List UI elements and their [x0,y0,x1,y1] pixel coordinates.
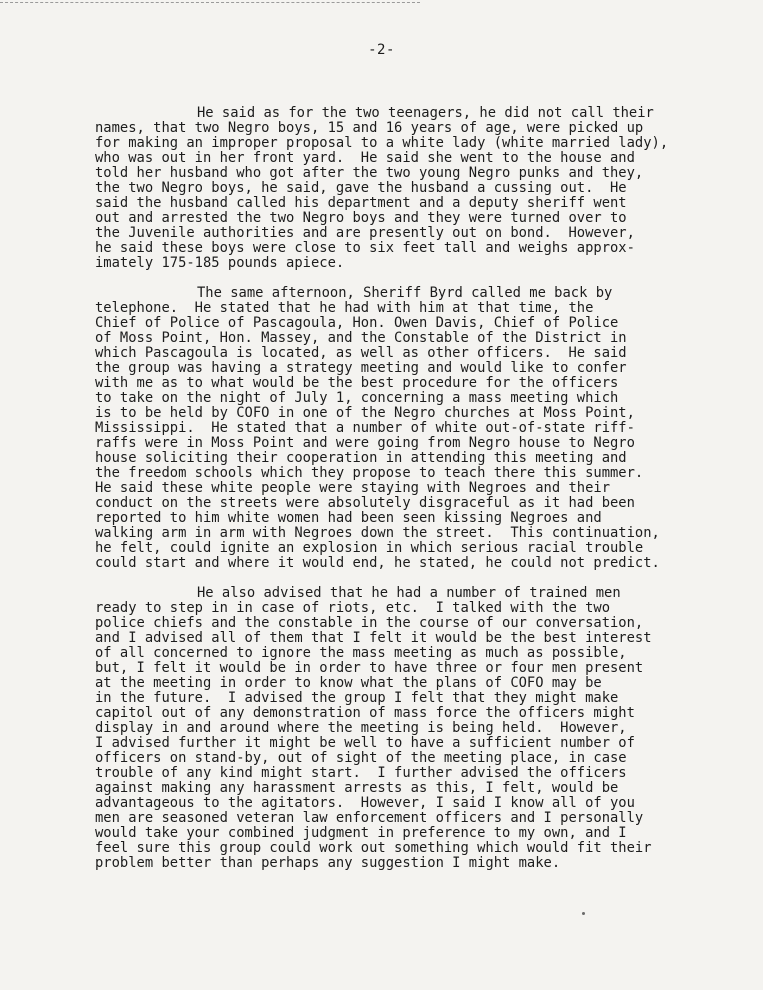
text-line: out and arrested the two Negro boys and they were turned over to [95,210,627,226]
text-line: ready to step in in case of riots, etc. I talked with the two [95,600,610,616]
text-line: He said these white people were staying with Negroes and their [95,480,610,496]
text-line: trouble of any kind might start. I further advised the officers [95,765,627,781]
text-line: at the meeting in order to know what the plans of COFO may be [95,675,602,691]
text-line: would take your combined judgment in preference to my own, and I [95,825,627,841]
text-line: The same afternoon, Sheriff Byrd called me back by [197,285,613,301]
text-line: house soliciting their cooperation in attending this meeting and [95,450,627,466]
text-line: I advised further it might be well to have a sufficient number of [95,735,635,751]
text-line: advantageous to the agitators. However, I said I know all of you [95,795,635,811]
text-line: police chiefs and the constable in the course of our conversation, [95,615,644,631]
text-line: conduct on the streets were absolutely disgraceful as it had been [95,495,635,511]
text-line: raffs were in Moss Point and were going from Negro house to Negro [95,435,635,451]
paragraph [95,286,710,571]
text-line: imately 175-185 pounds apiece. [95,255,345,271]
text-line: walking arm in arm with Negroes down the street. This continuation, [95,525,660,541]
text-line: Chief of Police of Pascagoula, Hon. Owen Davis, Chief of Police [95,315,619,331]
text-line: for making an improper proposal to a white lady (white married lady), [95,135,669,151]
page-number: -2- [368,42,395,58]
page-top-edge [0,2,420,3]
text-line: he felt, could ignite an explosion in which serious racial trouble [95,540,644,556]
text-line: and I advised all of them that I felt it would be the best interest [95,630,652,646]
text-line: men are seasoned veteran law enforcement officers and I personally [95,810,644,826]
stray-mark [582,912,585,915]
text-line: officers on stand-by, out of sight of the meeting place, in case [95,750,627,766]
text-line: reported to him white women had been seen kissing Negroes and [95,510,602,526]
paragraph [95,106,710,271]
text-line: with me as to what would be the best procedure for the officers [95,375,619,391]
text-line: against making any harassment arrests as this, I felt, would be [95,780,619,796]
text-line: He said as for the two teenagers, he did not call their [197,105,654,121]
text-line: capitol out of any demonstration of mass force the officers might [95,705,635,721]
text-line: He also advised that he had a number of trained men [197,585,621,601]
text-line: the freedom schools which they propose to teach there this summer. [95,465,644,481]
text-line: could start and where it would end, he stated, he could not predict. [95,555,660,571]
text-line: but, I felt it would be in order to have three or four men present [95,660,644,676]
text-line: the two Negro boys, he said, gave the husband a cussing out. He [95,180,627,196]
text-line: of Moss Point, Hon. Massey, and the Constable of the District in [95,330,627,346]
text-line: which Pascagoula is located, as well as other officers. He said [95,345,627,361]
text-line: is to be held by COFO in one of the Negro churches at Moss Point, [95,405,635,421]
text-line: the Juvenile authorities and are presently out on bond. However, [95,225,635,241]
text-line: of all concerned to ignore the mass meeting as much as possible, [95,645,627,661]
text-line: in the future. I advised the group I felt that they might make [95,690,619,706]
text-line: to take on the night of July 1, concerning a mass meeting which [95,390,619,406]
text-line: telephone. He stated that he had with him at that time, the [95,300,594,316]
text-line: display in and around where the meeting is being held. However, [95,720,627,736]
text-line: the group was having a strategy meeting and would like to confer [95,360,627,376]
text-line: Mississippi. He stated that a number of white out-of-state riff- [95,420,635,436]
text-line: said the husband called his department and a deputy sheriff went [95,195,627,211]
paragraph [95,586,710,871]
text-line: feel sure this group could work out something which would fit their [95,840,652,856]
text-line: names, that two Negro boys, 15 and 16 years of age, were picked up [95,120,644,136]
text-line: problem better than perhaps any suggestion I might make. [95,855,561,871]
text-line: who was out in her front yard. He said she went to the house and [95,150,635,166]
document-body [95,106,710,886]
text-line: told her husband who got after the two young Negro punks and they, [95,165,644,181]
text-line: he said these boys were close to six feet tall and weighs approx- [95,240,635,256]
